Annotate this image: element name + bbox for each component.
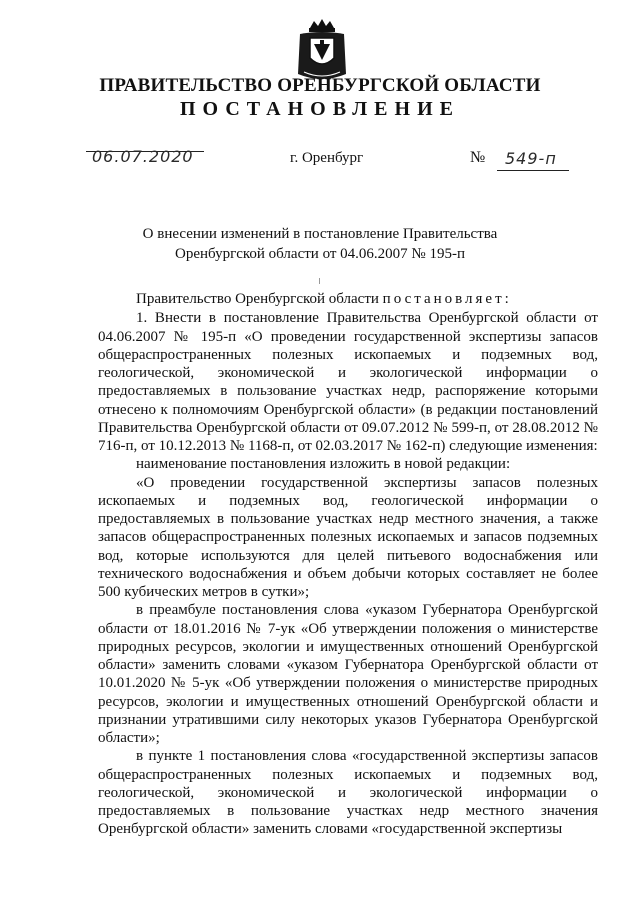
- paragraph-5: в пункте 1 постановления слова «государственной экспертизы запасов общераспространенных полезных ископаемых и подземных вод, геологической, экономической и экологической информации о предоставляемых в пользование участках недр местного значения Оренбургской области» заменить словами «государственной экспертизы: [98, 748, 598, 838]
- document-type: ПОСТАНОВЛЕНИЕ: [180, 98, 460, 120]
- paragraph-4: в преамбуле постановления слова «указом Губернатора Оренбургской области от 18.01.2016 № 7-ук «Об утверждении положения о министерстве природных ресурсов, экологии и имущественных отношений Оренбургской области» заменить словами «указом Губернатора Оренбургской области от 10.01.2020 № 5-ук «Об утверждении положения о министерстве природных ресурсов, экологии и имущественных отношений Оренбургской области и признании утратившими силу некоторых указов Губернатора Оренбургской области»;: [98, 602, 598, 746]
- intro-paragraph: [98, 290, 598, 308]
- city: г. Оренбург: [290, 150, 364, 166]
- subject-line-2: Оренбургской области от 04.06.2007 № 195-п: [174, 246, 466, 262]
- document-body: [98, 290, 598, 839]
- document-number: 549-п: [505, 149, 557, 168]
- number-underline: [497, 170, 569, 171]
- intro-start: Правительство Оренбургской области: [136, 291, 379, 307]
- government-title: ПРАВИТЕЛЬСТВО ОРЕНБУРГСКОЙ ОБЛАСТИ: [99, 75, 541, 96]
- paragraph-1: 1. Внести в постановление Правительства Оренбургской области от 04.06.2007 № 195-п «О проведении государственной экспертизы запасов общераспространенных полезных ископаемых и подземных вод, геологической, экономической и экологической информации о предоставляемых в пользование участках недр, распоряжение которыми отнесено к полномочиям Оренбургской области» (в редакции постановлений Правительства Оренбургской области от 09.07.2012 № 599-п, от 28.08.2012 № 716-п, от 10.12.2013 № 1168-п, от 02.03.2017 № 162-п) следующие изменения:: [98, 310, 598, 454]
- subject-line-1: О внесении изменений в постановление Правительства: [142, 226, 498, 242]
- paragraph-2: наименование постановления изложить в новой редакции:: [136, 456, 511, 473]
- number-sign: №: [470, 149, 486, 166]
- intro-verb: постановляет:: [382, 291, 512, 307]
- document-date: 06.07.2020: [92, 147, 194, 166]
- document-subject: [0, 224, 640, 264]
- paragraph-3: «О проведении государственной экспертизы запасов полезных ископаемых и подземных вод, геологической информации о предоставляемых в пользование участках недр местного значения, а также запасов общераспространенных полезных ископаемых и запасов подземных вод, которые используются для целей питьевого водоснабжения или технического водоснабжения и объем добычи которых составляет не более 500 кубических метров в сутки»;: [98, 474, 598, 600]
- scan-speck: [319, 278, 320, 284]
